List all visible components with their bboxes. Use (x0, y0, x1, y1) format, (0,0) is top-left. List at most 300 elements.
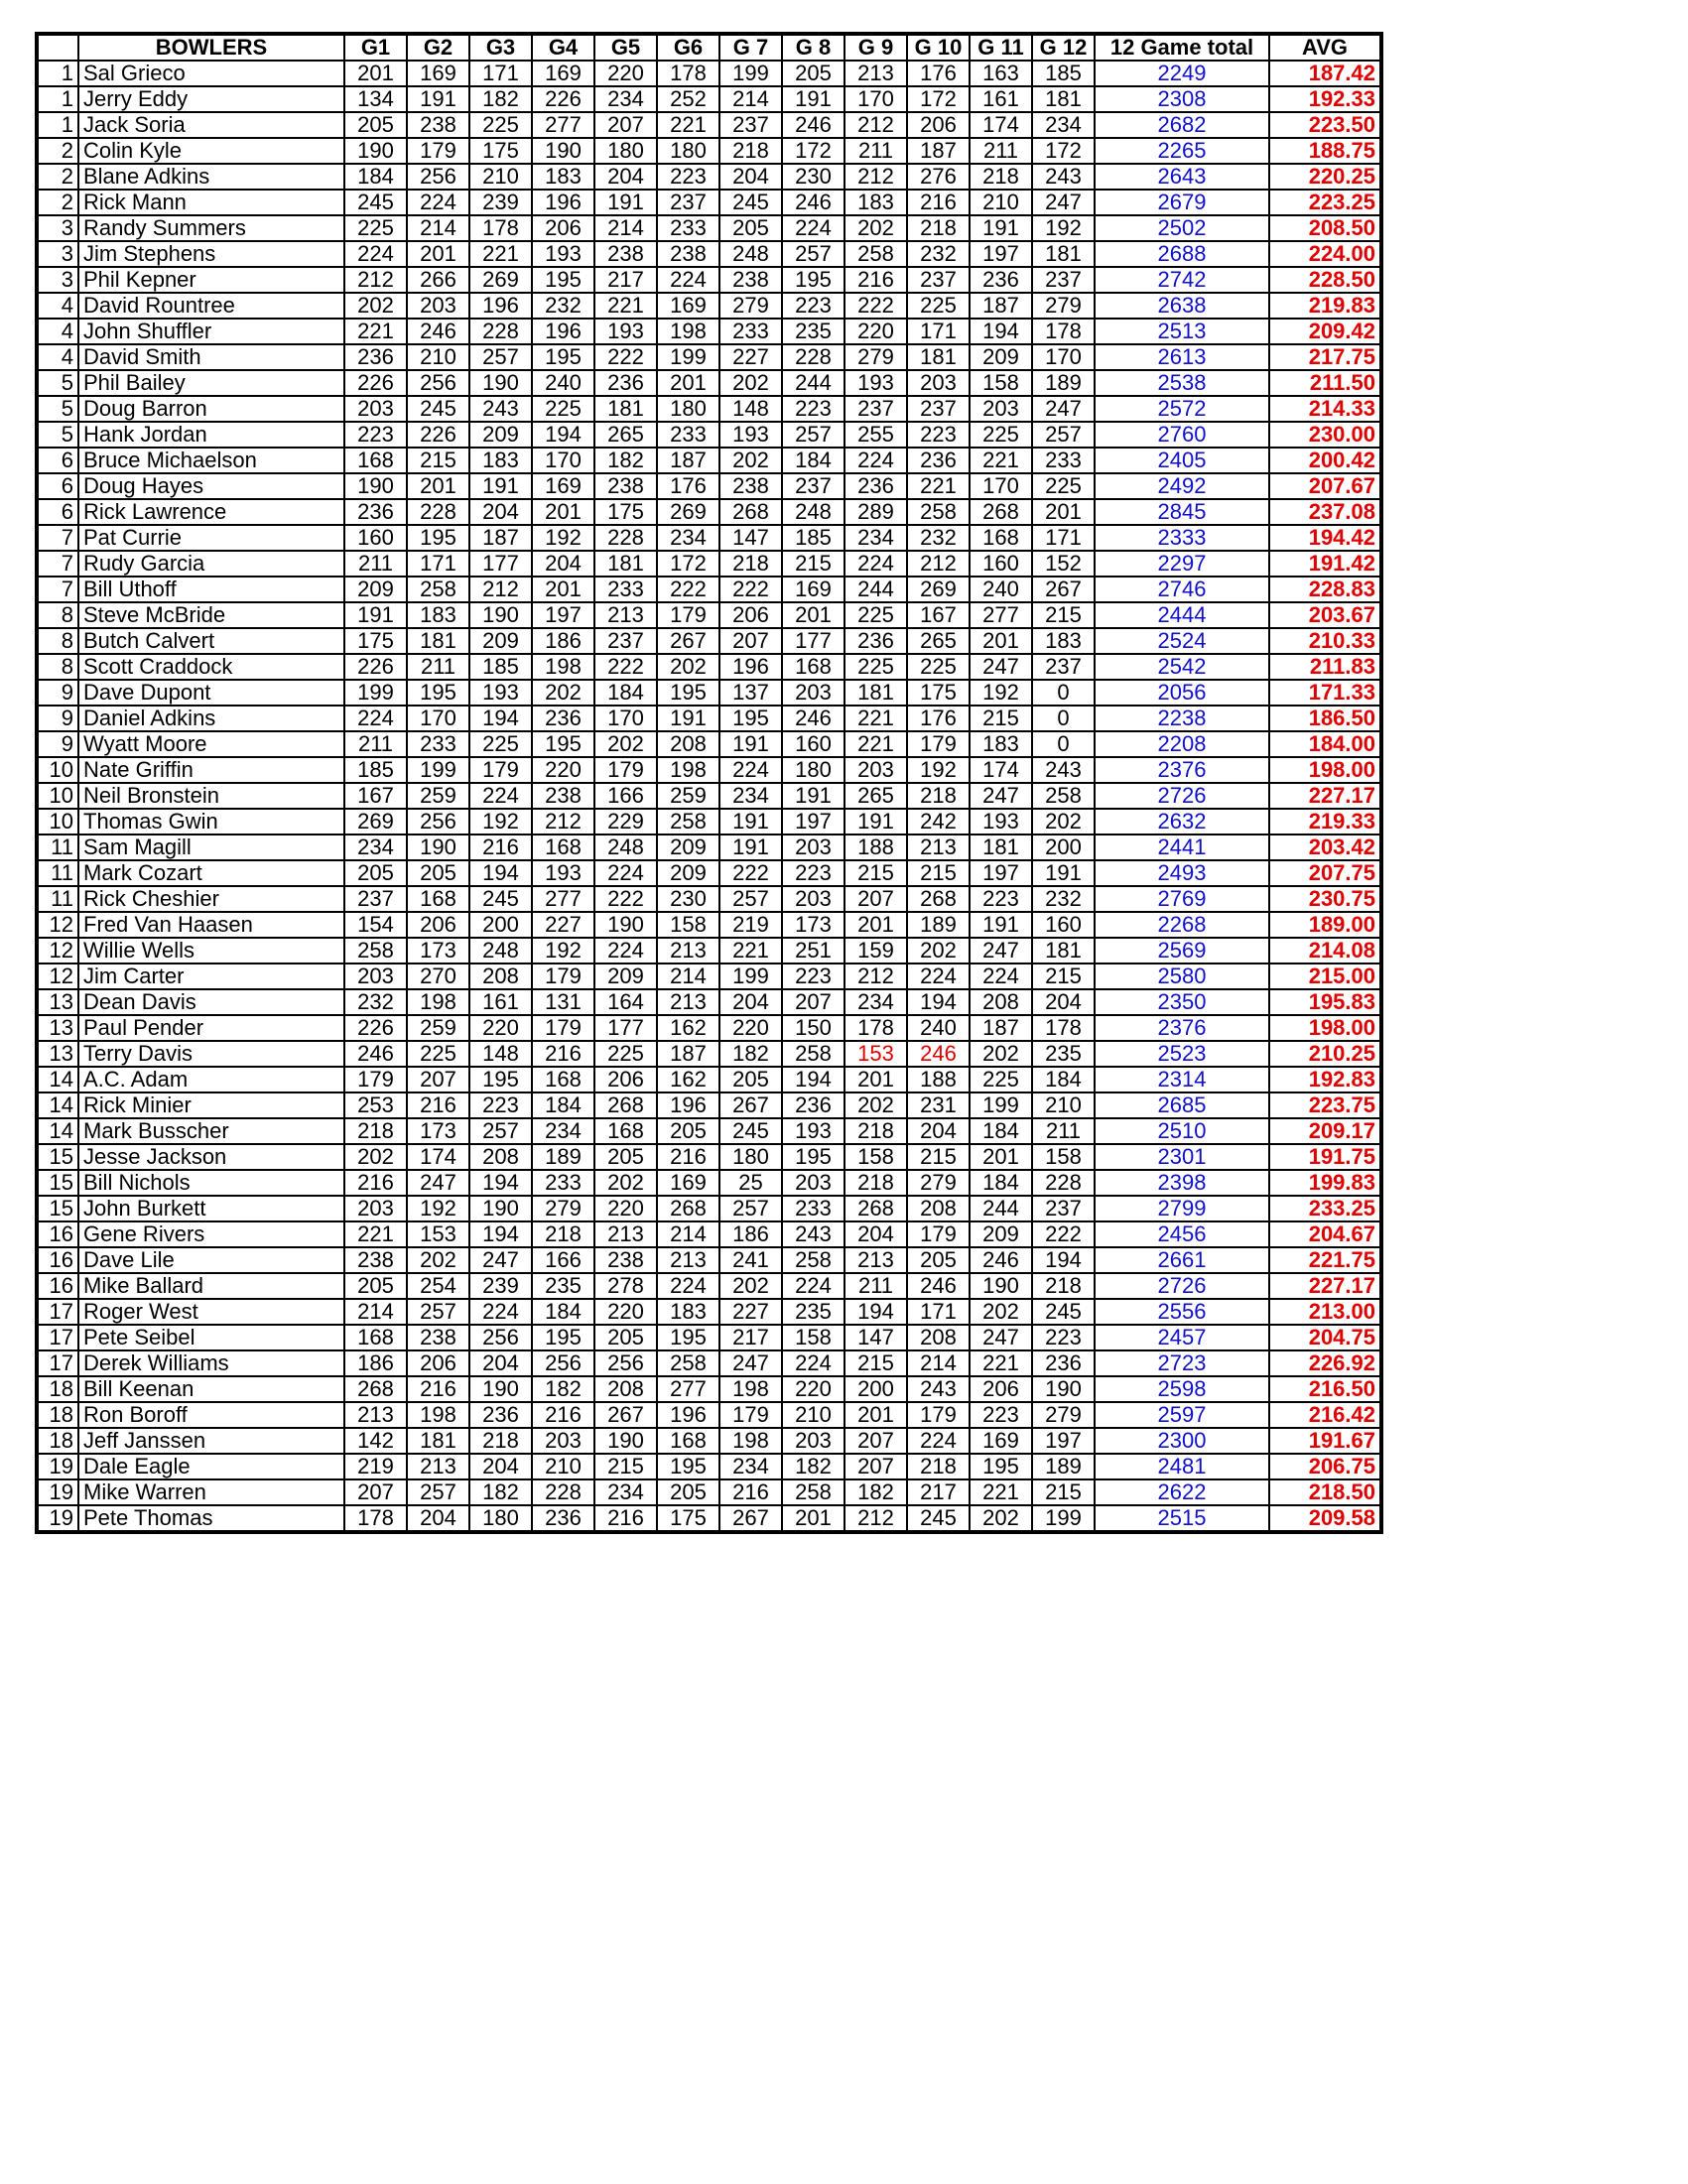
game-score: 174 (970, 757, 1032, 783)
game-score: 221 (344, 1221, 407, 1247)
game-score: 222 (657, 577, 719, 602)
bowler-name: Dean Davis (78, 989, 344, 1015)
game-score: 198 (657, 319, 719, 344)
game-score: 243 (782, 1221, 844, 1247)
game-score: 195 (970, 1454, 1032, 1479)
game-score: 223 (782, 964, 844, 989)
game-score: 245 (719, 1118, 782, 1144)
game-score: 183 (407, 602, 469, 628)
game-score: 218 (844, 1118, 907, 1144)
game-score: 202 (719, 1273, 782, 1299)
game-total: 2723 (1095, 1350, 1269, 1376)
bowler-average: 207.67 (1269, 473, 1381, 499)
rank-header (37, 34, 78, 61)
game-score: 224 (344, 706, 407, 731)
game-score: 215 (907, 860, 970, 886)
game-score: 195 (407, 680, 469, 706)
game-score: 205 (719, 1067, 782, 1092)
game-score: 0 (1032, 680, 1095, 706)
game-score: 199 (657, 344, 719, 370)
game-score: 198 (532, 654, 594, 680)
game-score: 257 (469, 1118, 532, 1144)
game-score: 210 (782, 1402, 844, 1428)
game-score: 224 (782, 1350, 844, 1376)
game-score: 205 (344, 112, 407, 138)
game-score: 214 (719, 86, 782, 112)
table-row (37, 370, 1381, 396)
game-score: 241 (719, 1247, 782, 1273)
game-score: 226 (344, 1015, 407, 1041)
game-score: 170 (532, 448, 594, 473)
game-score: 256 (532, 1350, 594, 1376)
game-score: 202 (594, 1170, 657, 1196)
bowler-name: Pat Currie (78, 525, 344, 551)
table-row (37, 1144, 1381, 1170)
game-total: 2350 (1095, 989, 1269, 1015)
game-score: 221 (657, 112, 719, 138)
bowler-average: 237.08 (1269, 499, 1381, 525)
game-score: 221 (970, 448, 1032, 473)
game-score: 269 (657, 499, 719, 525)
game-score: 172 (907, 86, 970, 112)
game-score: 215 (1032, 1479, 1095, 1505)
game-header: G3 (469, 34, 532, 61)
bowler-name: Dave Lile (78, 1247, 344, 1273)
bowler-name: Willie Wells (78, 938, 344, 964)
game-score: 171 (1032, 525, 1095, 551)
game-score: 184 (532, 1092, 594, 1118)
game-score: 245 (1032, 1299, 1095, 1325)
game-score: 196 (719, 654, 782, 680)
game-total: 2238 (1095, 706, 1269, 731)
game-score: 179 (594, 757, 657, 783)
game-score: 184 (782, 448, 844, 473)
game-score: 182 (469, 1479, 532, 1505)
game-score: 202 (907, 938, 970, 964)
game-score: 160 (1032, 912, 1095, 938)
game-score: 195 (532, 1325, 594, 1350)
bowler-average: 192.83 (1269, 1067, 1381, 1092)
header-row (37, 34, 1381, 61)
game-score: 238 (719, 473, 782, 499)
game-header: G 12 (1032, 34, 1095, 61)
game-score: 244 (970, 1196, 1032, 1221)
game-score: 190 (594, 912, 657, 938)
game-score: 209 (657, 835, 719, 860)
game-score: 191 (344, 602, 407, 628)
game-score: 195 (657, 680, 719, 706)
bowler-average: 187.42 (1269, 61, 1381, 86)
game-score: 211 (344, 551, 407, 577)
game-score: 248 (469, 938, 532, 964)
bowler-name: Blane Adkins (78, 164, 344, 190)
game-score: 162 (657, 1015, 719, 1041)
game-score: 265 (594, 422, 657, 448)
game-score: 209 (469, 628, 532, 654)
game-score: 201 (532, 577, 594, 602)
bowler-rank: 3 (37, 215, 78, 241)
game-score: 179 (344, 1067, 407, 1092)
game-score: 194 (844, 1299, 907, 1325)
game-score: 177 (469, 551, 532, 577)
game-score: 223 (469, 1092, 532, 1118)
game-score: 142 (344, 1428, 407, 1454)
game-score: 256 (594, 1350, 657, 1376)
game-score: 208 (970, 989, 1032, 1015)
bowler-name: Nate Griffin (78, 757, 344, 783)
game-score: 223 (782, 860, 844, 886)
game-score: 269 (469, 267, 532, 293)
bowler-rank: 11 (37, 860, 78, 886)
game-score: 181 (594, 551, 657, 577)
game-score: 193 (532, 860, 594, 886)
game-score: 234 (1032, 112, 1095, 138)
game-score: 279 (844, 344, 907, 370)
game-score: 195 (657, 1454, 719, 1479)
game-score: 218 (344, 1118, 407, 1144)
game-total: 2249 (1095, 61, 1269, 86)
game-score: 185 (344, 757, 407, 783)
game-score: 267 (719, 1505, 782, 1532)
game-score: 244 (782, 370, 844, 396)
game-score: 194 (469, 1221, 532, 1247)
game-score: 203 (970, 396, 1032, 422)
bowler-rank: 8 (37, 602, 78, 628)
game-total: 2513 (1095, 319, 1269, 344)
bowler-rank: 8 (37, 654, 78, 680)
bowler-name: Thomas Gwin (78, 809, 344, 835)
table-row (37, 1376, 1381, 1402)
game-score: 195 (407, 525, 469, 551)
game-score: 167 (907, 602, 970, 628)
game-score: 225 (469, 112, 532, 138)
game-score: 181 (844, 680, 907, 706)
bowler-rank: 13 (37, 1041, 78, 1067)
game-score: 225 (594, 1041, 657, 1067)
game-total: 2265 (1095, 138, 1269, 164)
bowler-name: Pete Thomas (78, 1505, 344, 1532)
game-score: 243 (1032, 757, 1095, 783)
table-row (37, 215, 1381, 241)
game-score: 202 (532, 680, 594, 706)
game-score: 204 (1032, 989, 1095, 1015)
game-score: 131 (532, 989, 594, 1015)
game-score: 236 (469, 1402, 532, 1428)
table-row (37, 396, 1381, 422)
game-score: 259 (407, 783, 469, 809)
game-score: 239 (469, 190, 532, 215)
game-score: 211 (844, 138, 907, 164)
table-row (37, 1118, 1381, 1144)
game-score: 179 (719, 1402, 782, 1428)
game-score: 237 (594, 628, 657, 654)
game-score: 178 (844, 1015, 907, 1041)
game-score: 224 (782, 1273, 844, 1299)
game-score: 259 (407, 1015, 469, 1041)
game-score: 182 (719, 1041, 782, 1067)
game-total: 2268 (1095, 912, 1269, 938)
game-score: 224 (970, 964, 1032, 989)
game-score: 207 (782, 989, 844, 1015)
game-score: 236 (844, 628, 907, 654)
bowler-average: 213.00 (1269, 1299, 1381, 1325)
game-score: 203 (344, 1196, 407, 1221)
table-row (37, 628, 1381, 654)
bowler-average: 210.33 (1269, 628, 1381, 654)
game-score: 210 (469, 164, 532, 190)
game-score: 219 (344, 1454, 407, 1479)
game-score: 245 (469, 886, 532, 912)
bowler-rank: 6 (37, 499, 78, 525)
table-row (37, 86, 1381, 112)
bowler-average: 228.83 (1269, 577, 1381, 602)
game-score: 207 (594, 112, 657, 138)
bowler-average: 184.00 (1269, 731, 1381, 757)
game-score: 202 (719, 370, 782, 396)
game-total: 2444 (1095, 602, 1269, 628)
game-score: 246 (344, 1041, 407, 1067)
game-score: 246 (782, 112, 844, 138)
game-score: 204 (907, 1118, 970, 1144)
table-row (37, 190, 1381, 215)
game-score: 199 (719, 964, 782, 989)
game-score: 186 (532, 628, 594, 654)
game-score: 279 (1032, 293, 1095, 319)
game-score: 224 (594, 938, 657, 964)
game-score: 211 (970, 138, 1032, 164)
game-score: 237 (1032, 654, 1095, 680)
game-score: 238 (344, 1247, 407, 1273)
game-score: 236 (907, 448, 970, 473)
game-score: 217 (907, 1479, 970, 1505)
game-score: 224 (657, 1273, 719, 1299)
game-score: 269 (907, 577, 970, 602)
game-score: 197 (1032, 1428, 1095, 1454)
game-score: 181 (1032, 241, 1095, 267)
game-score: 170 (844, 86, 907, 112)
table-row (37, 989, 1381, 1015)
game-score: 226 (532, 86, 594, 112)
game-score: 203 (532, 1428, 594, 1454)
game-score: 184 (594, 680, 657, 706)
game-header: G 9 (844, 34, 907, 61)
game-score: 212 (844, 112, 907, 138)
bowler-average: 191.67 (1269, 1428, 1381, 1454)
game-score: 196 (532, 190, 594, 215)
game-score: 234 (844, 525, 907, 551)
game-score: 251 (782, 938, 844, 964)
game-total: 2580 (1095, 964, 1269, 989)
game-score: 234 (719, 1454, 782, 1479)
bowler-average: 211.83 (1269, 654, 1381, 680)
game-total: 2208 (1095, 731, 1269, 757)
game-score: 256 (407, 164, 469, 190)
game-total: 2314 (1095, 1067, 1269, 1092)
game-score: 191 (719, 731, 782, 757)
game-score: 183 (657, 1299, 719, 1325)
game-score: 198 (719, 1376, 782, 1402)
game-score: 213 (844, 61, 907, 86)
game-score: 228 (532, 1479, 594, 1505)
game-score: 221 (594, 293, 657, 319)
game-score: 179 (532, 964, 594, 989)
game-score: 213 (907, 835, 970, 860)
game-score: 246 (782, 706, 844, 731)
game-total: 2333 (1095, 525, 1269, 551)
bowler-rank: 5 (37, 422, 78, 448)
game-total: 2661 (1095, 1247, 1269, 1273)
game-score: 187 (907, 138, 970, 164)
game-total: 2297 (1095, 551, 1269, 577)
bowler-rank: 1 (37, 112, 78, 138)
game-score: 236 (532, 706, 594, 731)
game-score: 221 (907, 473, 970, 499)
game-score: 217 (594, 267, 657, 293)
game-score: 181 (970, 835, 1032, 860)
game-score: 215 (594, 1454, 657, 1479)
game-score: 184 (1032, 1067, 1095, 1092)
game-score: 202 (970, 1505, 1032, 1532)
game-score: 218 (844, 1170, 907, 1196)
game-score: 197 (970, 241, 1032, 267)
bowler-name: Sal Grieco (78, 61, 344, 86)
game-score: 168 (594, 1118, 657, 1144)
game-score: 201 (782, 1505, 844, 1532)
game-score: 205 (344, 1273, 407, 1299)
bowler-average: 188.75 (1269, 138, 1381, 164)
bowler-rank: 7 (37, 525, 78, 551)
game-score: 202 (970, 1299, 1032, 1325)
game-score: 148 (469, 1041, 532, 1067)
bowler-average: 227.17 (1269, 783, 1381, 809)
game-score: 168 (407, 886, 469, 912)
game-score: 194 (970, 319, 1032, 344)
bowler-name: Dale Eagle (78, 1454, 344, 1479)
bowler-rank: 19 (37, 1505, 78, 1532)
game-score: 196 (657, 1092, 719, 1118)
bowler-name: Paul Pender (78, 1015, 344, 1041)
game-score: 193 (532, 241, 594, 267)
game-score: 216 (907, 190, 970, 215)
game-score: 159 (844, 938, 907, 964)
bowler-average: 209.17 (1269, 1118, 1381, 1144)
game-score: 160 (344, 525, 407, 551)
game-total: 2760 (1095, 422, 1269, 448)
game-score: 222 (594, 886, 657, 912)
game-score: 266 (407, 267, 469, 293)
bowler-average: 221.75 (1269, 1247, 1381, 1273)
game-score: 233 (1032, 448, 1095, 473)
game-score: 238 (719, 267, 782, 293)
bowler-name: Hank Jordan (78, 422, 344, 448)
game-score: 279 (532, 1196, 594, 1221)
game-score: 190 (469, 1376, 532, 1402)
game-score: 220 (594, 1299, 657, 1325)
bowling-scores-table (35, 32, 1383, 1534)
game-score: 268 (719, 499, 782, 525)
game-score: 214 (657, 964, 719, 989)
game-score: 203 (782, 886, 844, 912)
game-score: 225 (1032, 473, 1095, 499)
game-score: 235 (782, 1299, 844, 1325)
game-score: 235 (532, 1273, 594, 1299)
game-score: 237 (907, 267, 970, 293)
game-score: 256 (469, 1325, 532, 1350)
game-total: 2538 (1095, 370, 1269, 396)
game-score: 134 (344, 86, 407, 112)
bowler-name: John Shuffler (78, 319, 344, 344)
game-score: 232 (1032, 886, 1095, 912)
game-total: 2301 (1095, 1144, 1269, 1170)
game-score: 195 (532, 731, 594, 757)
bowler-name: David Rountree (78, 293, 344, 319)
game-score: 204 (469, 499, 532, 525)
game-score: 223 (344, 422, 407, 448)
game-score: 224 (657, 267, 719, 293)
bowler-rank: 13 (37, 989, 78, 1015)
game-score: 183 (1032, 628, 1095, 654)
game-score: 221 (844, 706, 907, 731)
bowler-average: 223.50 (1269, 112, 1381, 138)
game-total: 2308 (1095, 86, 1269, 112)
bowler-average: 215.00 (1269, 964, 1381, 989)
game-score: 25 (719, 1170, 782, 1196)
game-score: 179 (407, 138, 469, 164)
game-total: 2638 (1095, 293, 1269, 319)
game-score: 186 (719, 1221, 782, 1247)
game-score: 224 (907, 1428, 970, 1454)
game-score: 237 (344, 886, 407, 912)
game-score: 198 (657, 757, 719, 783)
game-score: 223 (970, 886, 1032, 912)
game-total: 2542 (1095, 654, 1269, 680)
game-total: 2746 (1095, 577, 1269, 602)
bowler-rank: 17 (37, 1350, 78, 1376)
game-score: 277 (532, 112, 594, 138)
table-row (37, 577, 1381, 602)
game-score: 211 (344, 731, 407, 757)
game-score: 247 (469, 1247, 532, 1273)
game-score: 226 (344, 370, 407, 396)
game-score: 216 (469, 835, 532, 860)
table-row (37, 860, 1381, 886)
bowler-rank: 18 (37, 1376, 78, 1402)
bowler-name: Jim Stephens (78, 241, 344, 267)
bowler-rank: 3 (37, 241, 78, 267)
game-score: 175 (907, 680, 970, 706)
bowler-rank: 15 (37, 1144, 78, 1170)
game-score: 202 (970, 1041, 1032, 1067)
game-score: 240 (532, 370, 594, 396)
game-score: 222 (844, 293, 907, 319)
game-score: 173 (782, 912, 844, 938)
game-score: 225 (907, 293, 970, 319)
bowler-rank: 1 (37, 86, 78, 112)
game-score: 181 (594, 396, 657, 422)
bowler-name: Phil Bailey (78, 370, 344, 396)
game-score: 166 (594, 783, 657, 809)
game-score: 187 (970, 293, 1032, 319)
game-score: 220 (532, 757, 594, 783)
game-total: 2502 (1095, 215, 1269, 241)
game-score: 267 (719, 1092, 782, 1118)
game-score: 168 (344, 448, 407, 473)
game-score: 175 (594, 499, 657, 525)
game-score: 247 (970, 654, 1032, 680)
game-score: 208 (907, 1325, 970, 1350)
bowler-name: Bill Uthoff (78, 577, 344, 602)
game-score: 193 (782, 1118, 844, 1144)
